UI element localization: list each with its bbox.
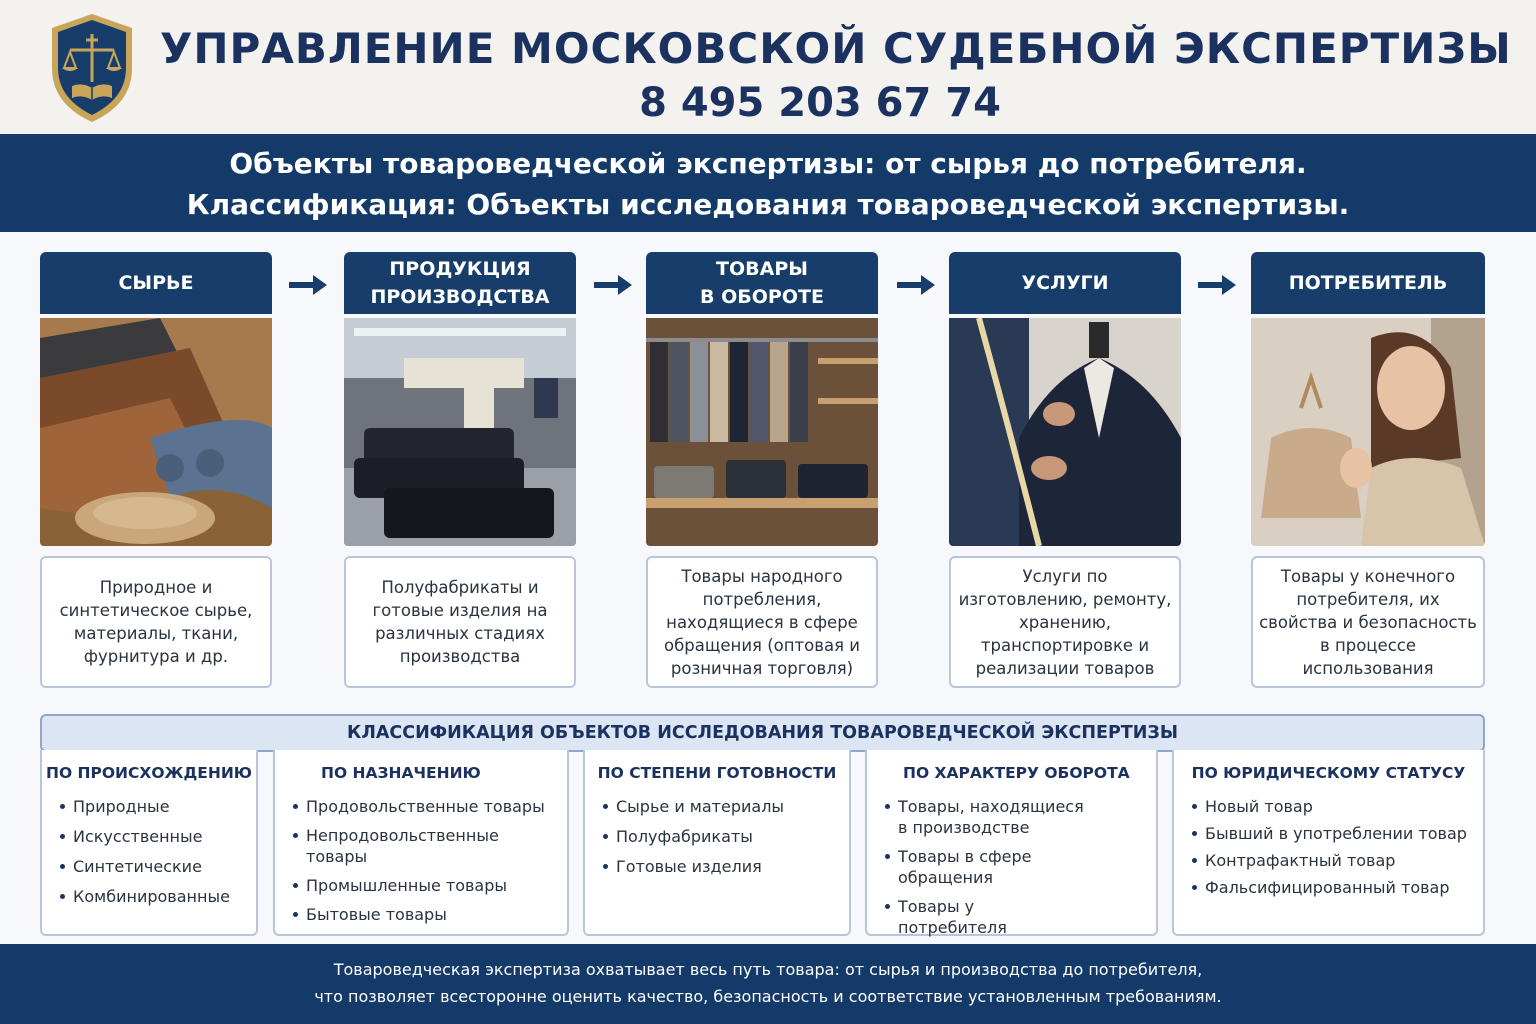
footer-line-1: Товароведческая экспертиза охватывает весь путь товара: от сырья и производства до потребителя, <box>333 960 1203 979</box>
list-item: Синтетические <box>60 856 230 877</box>
list-item: Товары, находящиеся в производстве <box>885 796 1085 838</box>
footer-line-2: что позволяет всесторонне оценить качество, безопасность и соответствие установленным требованиям. <box>314 987 1222 1006</box>
list-item: Бывший в употреблении товар <box>1192 823 1467 844</box>
list-item: Продовольственные товары <box>293 796 555 817</box>
arrow-right-icon <box>897 273 937 297</box>
column-title: ПО НАЗНАЧЕНИЮ <box>321 764 481 782</box>
list-item: Товары у потребителя <box>885 896 1085 938</box>
arrow-right-icon <box>289 273 329 297</box>
list-item: Сырье и материалы <box>603 796 784 817</box>
stage-title-line-2: ПРОИЗВОДСТВА <box>370 286 550 308</box>
arrow-right-icon <box>1198 273 1238 297</box>
organization-name: УПРАВЛЕНИЕ МОСКОВСКОЙ СУДЕБНОЙ ЭКСПЕРТИЗЫ <box>160 24 1512 73</box>
stage-description: Услуги по изготовлению, ремонту, хранению, транспортировке и реализации товаров <box>949 556 1181 688</box>
stage-goods-in-circulation <box>646 252 878 678</box>
list-item: Непродовольственные товары <box>293 825 555 867</box>
column-title: ПО ХАРАКТЕРУ ОБОРОТА <box>903 764 1130 782</box>
class-column-origin <box>40 750 258 936</box>
title-banner <box>0 134 1536 232</box>
stage-description: Товары народного потребления, находящиеся в сфере обращения (оптовая и розничная торговля) <box>646 556 878 688</box>
column-list <box>60 796 230 907</box>
stage-description: Полуфабрикаты и готовые изделия на различных стадиях производства <box>344 556 576 688</box>
column-list <box>293 796 555 925</box>
list-item: Бытовые товары <box>293 904 555 925</box>
column-title: ПО ЮРИДИЧЕСКОМУ СТАТУСУ <box>1191 764 1466 782</box>
list-item: Товары в сфере обращения <box>885 846 1085 888</box>
arrow-right-icon <box>594 273 634 297</box>
list-item: Комбинированные <box>60 886 230 907</box>
footer <box>0 944 1536 1024</box>
stage-header <box>344 252 576 314</box>
stage-raw-materials <box>40 252 272 666</box>
class-column-purpose <box>273 750 569 936</box>
stage-title: СЫРЬЕ <box>118 272 194 294</box>
column-list <box>603 796 784 877</box>
list-item: Контрафактный товар <box>1192 850 1467 871</box>
column-list <box>1192 796 1467 898</box>
banner-line-1: Объекты товароведческой экспертизы: от сырья до потребителя. <box>229 147 1307 180</box>
stage-title: УСЛУГИ <box>1021 272 1109 294</box>
stage-title-line-1: ПРОДУКЦИЯ <box>389 258 531 280</box>
list-item: Полуфабрикаты <box>603 826 784 847</box>
phone-number: 8 495 203 67 74 <box>639 80 1001 126</box>
stage-header <box>949 252 1181 314</box>
list-item: Фальсифицированный товар <box>1192 877 1467 898</box>
classification-title: КЛАССИФИКАЦИЯ ОБЪЕКТОВ ИССЛЕДОВАНИЯ ТОВАРОВЕДЧЕСКОЙ ЭКСПЕРТИЗЫ <box>40 714 1485 752</box>
services-image <box>949 318 1181 546</box>
raw-materials-image <box>40 318 272 546</box>
list-item: Природные <box>60 796 230 817</box>
stage-description: Товары у конечного потребителя, их свойства и безопасность в процессе использования <box>1251 556 1485 688</box>
stage-consumer <box>1251 252 1483 678</box>
stage-description: Природное и синтетическое сырье, материалы, ткани, фурнитура и др. <box>40 556 272 688</box>
stage-title-line-2: В ОБОРОТЕ <box>700 286 824 308</box>
column-title: ПО ПРОИСХОЖДЕНИЮ <box>45 764 253 782</box>
goods-in-circulation-image <box>646 318 878 546</box>
class-column-readiness <box>583 750 851 936</box>
stage-header <box>40 252 272 314</box>
shield-scales-book-icon <box>48 12 136 124</box>
list-item: Искусственные <box>60 826 230 847</box>
class-column-legal-status <box>1172 750 1485 936</box>
stage-production <box>344 252 576 666</box>
list-item: Готовые изделия <box>603 856 784 877</box>
column-title: ПО СТЕПЕНИ ГОТОВНОСТИ <box>597 764 837 782</box>
consumer-image <box>1251 318 1485 546</box>
class-column-circulation <box>865 750 1158 936</box>
header <box>0 0 1536 134</box>
column-list <box>885 796 1085 938</box>
stage-header <box>1251 252 1485 314</box>
banner-line-2: Классификация: Объекты исследования товароведческой экспертизы. <box>186 188 1350 221</box>
list-item: Промышленные товары <box>293 875 555 896</box>
stage-title: ПОТРЕБИТЕЛЬ <box>1288 272 1448 294</box>
stage-header <box>646 252 878 314</box>
stage-title-line-1: ТОВАРЫ <box>716 258 808 280</box>
production-image <box>344 318 576 546</box>
stage-services <box>949 252 1181 678</box>
list-item: Новый товар <box>1192 796 1467 817</box>
